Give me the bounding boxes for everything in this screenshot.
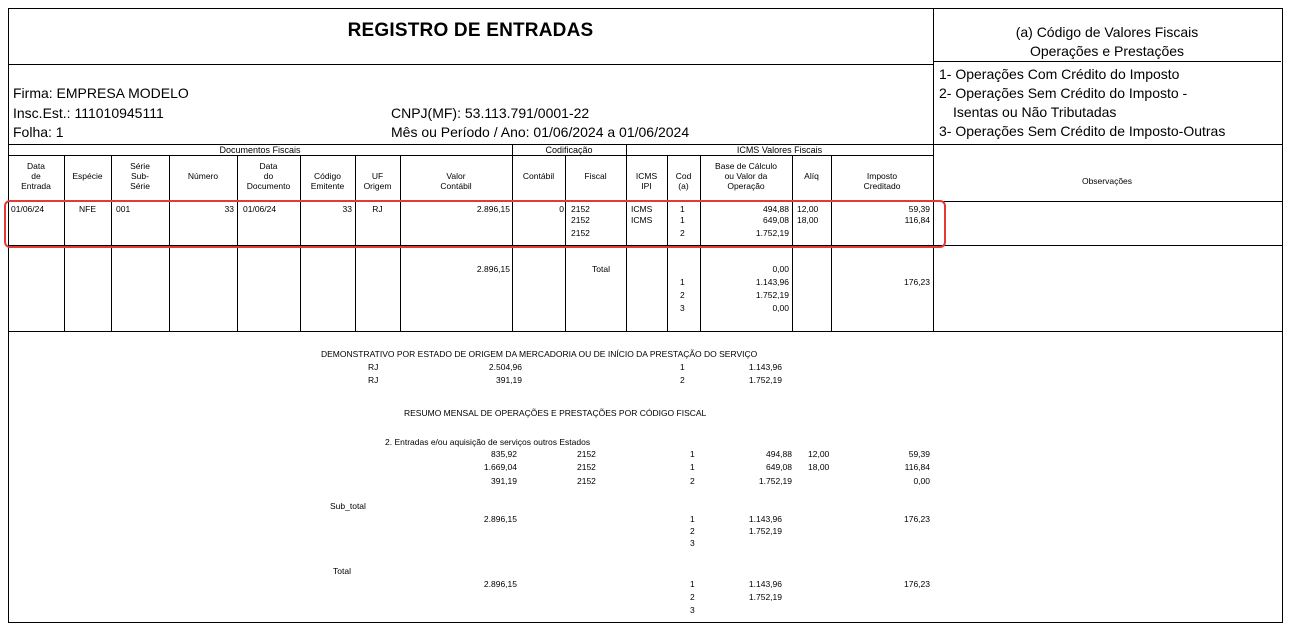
entry-line-fiscal: 2152 — [571, 215, 590, 225]
total-imposto: 176,23 — [904, 277, 930, 287]
group-codificacao: Codificação — [545, 145, 593, 155]
col-numero: Número — [187, 171, 219, 181]
resumo-title: RESUMO MENSAL DE OPERAÇÕES E PRESTAÇÕES POR CÓDIGO FISCAL — [404, 408, 707, 418]
entry-data-entrada: 01/06/24 — [11, 204, 45, 214]
entry-serie: 001 — [116, 204, 131, 214]
resumo-base: 1.752,19 — [758, 476, 792, 486]
subtotal-imposto: 176,23 — [904, 514, 930, 524]
divider — [8, 155, 933, 156]
legend-item: 1- Operações Com Crédito do Imposto — [939, 66, 1180, 82]
col-especie: Espécie — [72, 171, 103, 181]
subtotal-base: 1.143,96 — [748, 514, 782, 524]
demo-cod: 2 — [680, 375, 685, 385]
resumo-cfop: 2152 — [577, 449, 596, 459]
divider — [933, 61, 1281, 62]
col-aliq: Alíq — [804, 171, 819, 181]
entry-line-imposto: 116,84 — [904, 215, 930, 225]
demonstrativo-title: DEMONSTRATIVO POR ESTADO DE ORIGEM DA MERCADORIA OU DE INÍCIO DA PRESTAÇÃO DO SERVIÇO — [321, 349, 758, 359]
entry-line-base: 1.752,19 — [755, 228, 789, 238]
total-section-cod: 2 — [690, 592, 695, 602]
total-base: 1.752,19 — [755, 290, 789, 300]
resumo-group-label: 2. Entradas e/ou aquisição de serviços outros Estados — [385, 437, 591, 447]
total-base: 1.143,96 — [755, 277, 789, 287]
total-section-base: 1.143,96 — [748, 579, 782, 589]
demo-uf: RJ — [368, 362, 379, 372]
resumo-aliq: 18,00 — [808, 462, 830, 472]
total-base: 0,00 — [772, 303, 789, 313]
total-cod: 1 — [680, 277, 685, 287]
group-documentos: Documentos Fiscais — [219, 145, 301, 155]
entry-line-aliq: 12,00 — [797, 204, 819, 214]
entry-line-base: 649,08 — [763, 215, 789, 225]
col-cod: Cod (a) — [675, 171, 692, 191]
total-base-first: 0,00 — [772, 264, 789, 274]
legend-title — [933, 23, 1281, 61]
resumo-cod: 2 — [690, 476, 695, 486]
legend-item: 2- Operações Sem Crédito do Imposto - — [939, 85, 1188, 101]
entry-line-cod: 1 — [680, 204, 685, 214]
entry-especie: NFE — [79, 204, 96, 214]
resumo-cod: 1 — [690, 462, 695, 472]
demo-cod: 1 — [680, 362, 685, 372]
entry-line-fiscal: 2152 — [571, 204, 590, 214]
divider — [8, 331, 1282, 332]
col-base-calculo: Base de Cálculo ou Valor da Operação — [715, 161, 777, 191]
group-icms-valores: ICMS Valores Fiscais — [736, 145, 823, 155]
col-data-entrada: Data de Entrada — [21, 161, 51, 191]
insc-est: Insc.Est.: 111010945111 — [13, 105, 164, 121]
resumo-cod: 1 — [690, 449, 695, 459]
page-title: REGISTRO DE ENTRADAS — [347, 20, 594, 41]
total-cod: 3 — [680, 303, 685, 313]
folha: Folha: 1 — [13, 124, 64, 140]
legend-title-line2: Operações e Prestações — [1029, 43, 1185, 59]
col-valor-contabil: Valor Contábil — [440, 171, 472, 191]
col-data-documento: Data do Documento — [246, 161, 291, 191]
resumo-valor: 391,19 — [491, 476, 517, 486]
resumo-aliq: 12,00 — [808, 449, 830, 459]
resumo-imposto: 59,39 — [908, 449, 930, 459]
resumo-imposto: 0,00 — [913, 476, 930, 486]
entry-line-aliq: 18,00 — [797, 215, 819, 225]
total-section-valor: 2.896,15 — [483, 579, 517, 589]
legend-title-line1: (a) Código de Valores Fiscais — [1015, 24, 1199, 40]
col-contabil: Contábil — [522, 171, 555, 181]
entry-contabil: 0 — [559, 204, 564, 214]
entry-line-imposto: 59,39 — [908, 204, 930, 214]
col-fiscal: Fiscal — [584, 171, 607, 181]
subtotal-cod: 3 — [690, 538, 695, 548]
entry-line-cod: 2 — [680, 228, 685, 238]
entry-numero: 33 — [224, 204, 234, 214]
resumo-base: 649,08 — [766, 462, 792, 472]
demo-uf: RJ — [368, 375, 379, 385]
resumo-base: 494,88 — [766, 449, 792, 459]
entry-valor-contabil: 2.896,15 — [476, 204, 510, 214]
col-icms-ipi: ICMS IPI — [635, 171, 658, 191]
subtotal-base: 1.752,19 — [748, 526, 782, 536]
cnpj: CNPJ(MF): 53.113.791/0001-22 — [391, 105, 590, 121]
subtotal-cod: 1 — [690, 514, 695, 524]
legend-item: Isentas ou Não Tributadas — [953, 104, 1117, 120]
entry-codigo-emitente: 33 — [342, 204, 352, 214]
col-codigo-emitente: Código Emitente — [310, 171, 345, 191]
demo-valor: 2.504,96 — [488, 362, 522, 372]
resumo-cfop: 2152 — [577, 462, 596, 472]
demo-base: 1.752,19 — [748, 375, 782, 385]
entry-line-fiscal: 2152 — [571, 228, 590, 238]
resumo-imposto: 116,84 — [904, 462, 930, 472]
demo-base: 1.143,96 — [748, 362, 782, 372]
resumo-valor: 835,92 — [491, 449, 517, 459]
entry-line-icms: ICMS — [631, 215, 653, 225]
divider — [8, 64, 933, 65]
total-section-label: Total — [333, 566, 351, 576]
col-serie: Série Sub- Série — [130, 161, 150, 191]
legend-list — [939, 65, 1225, 141]
entry-line-icms: ICMS — [631, 204, 653, 214]
entry-line-base: 494,88 — [763, 204, 789, 214]
total-section-base: 1.752,19 — [748, 592, 782, 602]
subtotal-label: Sub_total — [330, 501, 366, 511]
total-section-cod: 1 — [690, 579, 695, 589]
total-section-imposto: 176,23 — [904, 579, 930, 589]
resumo-valor: 1.669,04 — [483, 462, 517, 472]
total-section-cod: 3 — [690, 605, 695, 615]
total-cod: 2 — [680, 290, 685, 300]
col-imposto-creditado: Imposto Creditado — [863, 171, 901, 191]
resumo-cfop: 2152 — [577, 476, 596, 486]
demo-valor: 391,19 — [496, 375, 522, 385]
legend-item: 3- Operações Sem Crédito de Imposto-Outras — [939, 123, 1226, 139]
firma: Firma: EMPRESA MODELO — [13, 85, 189, 101]
entry-line-cod: 1 — [680, 215, 685, 225]
total-label: Total — [592, 264, 610, 274]
col-observacoes: Observações — [1081, 176, 1133, 186]
col-uf-origem: UF Origem — [363, 171, 392, 191]
subtotal-valor: 2.896,15 — [483, 514, 517, 524]
entry-data-documento: 01/06/24 — [243, 204, 277, 214]
entry-uf: RJ — [372, 204, 383, 214]
total-valor-contabil: 2.896,15 — [476, 264, 510, 274]
subtotal-cod: 2 — [690, 526, 695, 536]
periodo: Mês ou Período / Ano: 01/06/2024 a 01/06/2024 — [391, 124, 690, 140]
